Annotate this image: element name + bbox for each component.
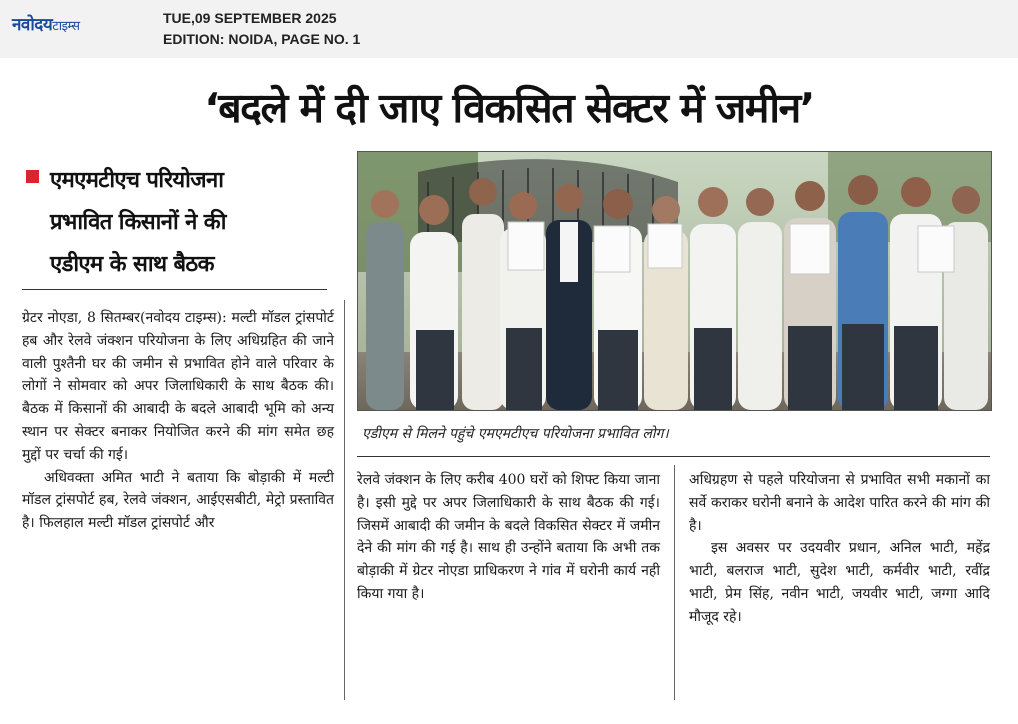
article-paragraph: ग्रेटर नोएडा, 8 सितम्बर(नवोदय टाइम्स): मल्टी मॉडल ट्रांसपोर्ट हब और रेलवे जंक्शन परियोजना के लिए अधिग्रहित की जाने वाली पुश्तैनी घर की जमीन से प्रभावित होने वाले परिवार के लोगों ने सोमवार को अपर जिलाधिकारी के साथ बैठक की। बैठक में किसानों की आबादी के बदले आबादी भूमि को अन्य स्थान पर सेक्टर बनाकर नियोजित करने की मांग समेत छह मुद्दों पर चर्चा की गई। [22, 310, 334, 463]
caption-rule [357, 456, 990, 457]
article-paragraph: अधिवक्ता अमित भाटी ने बताया कि बोड़ाकी में मल्टी मॉडल ट्रांसपोर्ट हब, रेलवे जंक्शन, आईएसबीटी, मेट्रो प्रस्तावित है। फिलहाल मल्टी मॉडल ट्रांसपोर्ट और [22, 469, 334, 532]
article-subheadline [22, 160, 342, 286]
subheadline-bullet-icon [26, 170, 39, 183]
logo-sub-text: टाइम्स [52, 19, 80, 34]
subheadline-rule [22, 289, 327, 290]
subheadline-line: प्रभावित किसानों ने की [50, 210, 226, 235]
edition-info [163, 8, 360, 50]
masthead-bar [0, 0, 1018, 58]
newspaper-logo [12, 12, 80, 35]
issue-date: TUE,09 SEPTEMBER 2025 [163, 10, 337, 26]
article-paragraph: अधिग्रहण से पहले परियोजना से प्रभावित सभी मकानों का सर्वे कराकर घरोनी बनाने के आदेश पारित करने की मांग की है। [689, 472, 990, 534]
column-separator [344, 300, 345, 700]
group-photo-illustration [358, 152, 991, 410]
column-separator [674, 465, 675, 700]
article-column-2 [357, 469, 660, 606]
edition-page: EDITION: NOIDA, PAGE NO. 1 [163, 31, 361, 47]
article-column-3 [689, 469, 990, 629]
subheadline-line: एमएमटीएच परियोजना [50, 168, 224, 193]
photo-caption: एडीएम से मिलने पहुंचे एमएमटीएच परियोजना प्रभावित लोग। [362, 426, 669, 442]
article-column-1 [22, 307, 334, 535]
article-paragraph: रेलवे जंक्शन के लिए करीब 400 घरों को शिफ्ट किया जाना है। इसी मुद्दे पर अपर जिलाधिकारी के साथ बैठक की गई। जिसमें आबादी की जमीन के बदले विकसित सेक्टर में जमीन देने की मांग की गई है। साथ ही उन्होंने बताया कि अभी तक बोड़ाकी में ग्रेटर नोएडा प्राधिकरण ने गांव में घरोनी कार्य नही किया गया है। [357, 472, 660, 602]
article-paragraph: इस अवसर पर उदयवीर प्रधान, अनिल भाटी, महेंद्र भाटी, बलराज भाटी, सुदेश भाटी, कर्मवीर भाटी, रवींद्र भाटी, प्रेम सिंह, नवीन भाटी, जयवीर भाटी, जग्गा आदि मौजूद रहे। [689, 540, 990, 625]
subheadline-line: एडीएम के साथ बैठक [50, 252, 214, 277]
article-photo [357, 151, 992, 411]
article-headline: ‘बदले में दी जाए विकसित सेक्टर में जमीन’ [204, 84, 814, 132]
logo-main-text: नवोदय [12, 15, 53, 35]
